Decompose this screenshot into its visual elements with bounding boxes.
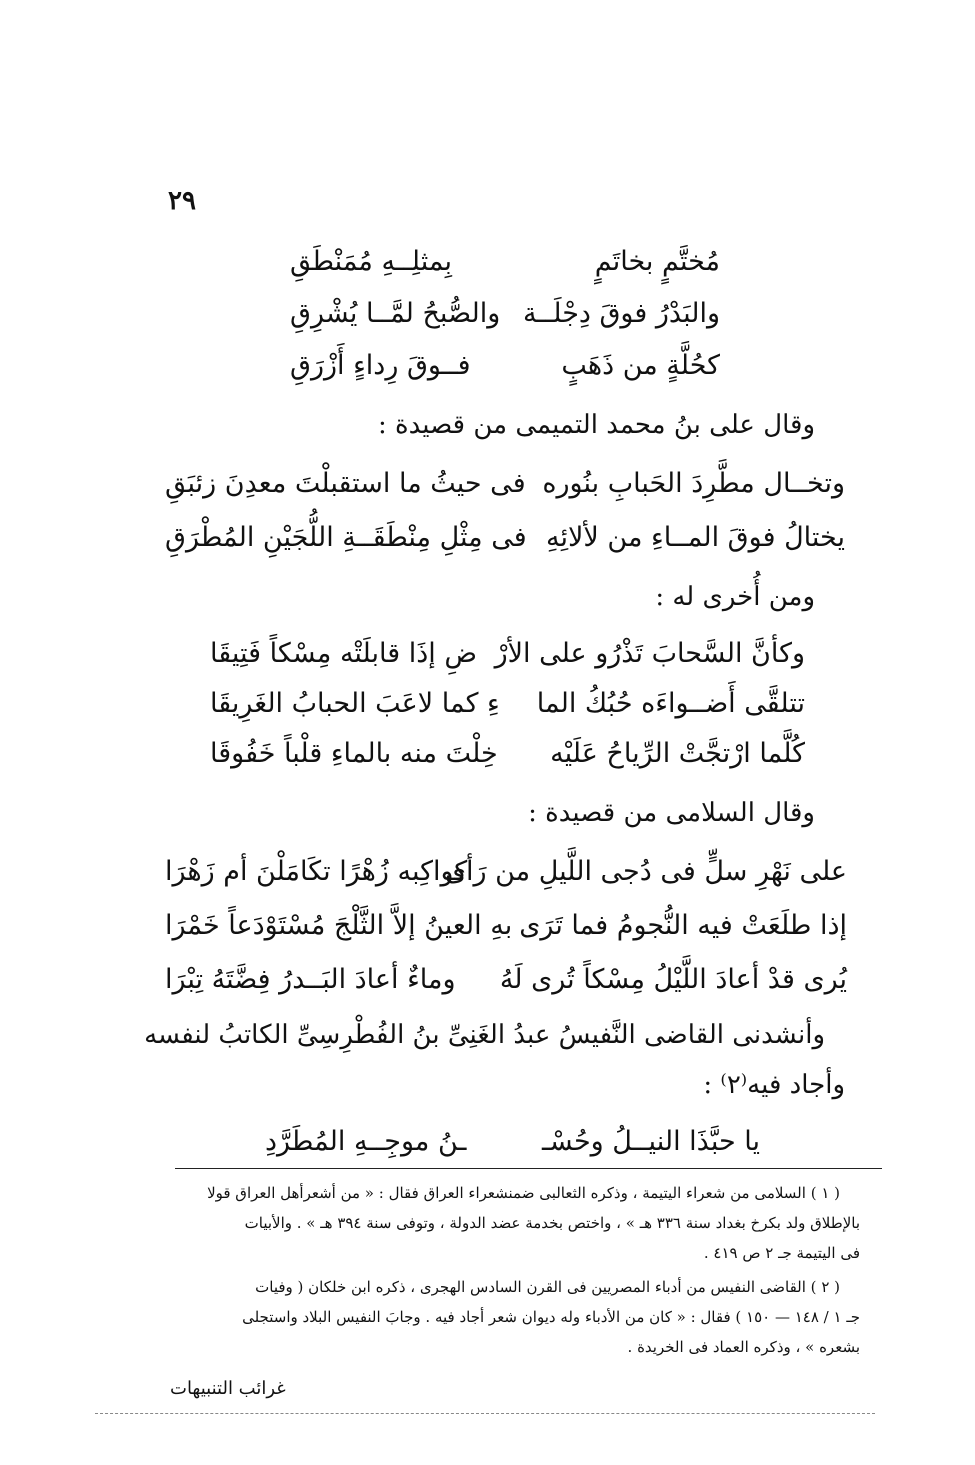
verse-first-hemistich: إذا طلَعَتْ فيه النُّجومُ فما تَرَى bbox=[519, 909, 847, 941]
verse-line bbox=[290, 238, 720, 284]
verse-second-hemistich: وماءٌ أعادَ البَــدرُ فِضَّتَهُ تِبْرَا bbox=[165, 963, 456, 995]
verse-line bbox=[265, 1118, 760, 1164]
verse-second-hemistich: بِمثلِــهِ مُمَنْطَقِ bbox=[290, 245, 452, 277]
footnote-line: ( ٢ ) القاضى النفيس من أدباء المصريين فى القرن السادس الهجرى ، ذكره ابن خلكان ( وفيات bbox=[255, 1278, 840, 1296]
poem-intro: وقال على بنُ محمد التميمى من قصيدة : bbox=[378, 410, 815, 440]
verse-second-hemistich: خِلْتَ منه بالماءِ قلْباً خَفُوقَا bbox=[210, 737, 498, 769]
verse-second-hemistich: ءِ كما لاعَبَ الحبابُ الغَرِيقَا bbox=[210, 687, 500, 719]
footnote-line: ( ١ ) السلامى من شعراء اليتيمة ، وذكره الثعالبى ضمنشعراء العراق فقال : « من أشعرأهل العراق قولا bbox=[207, 1184, 840, 1202]
footnote-line: فى اليتيمة جـ ٢ ص ٤١٩ . bbox=[703, 1244, 860, 1262]
verse-first-hemistich: مُختَّمٍ بخاتَمٍ bbox=[594, 245, 720, 277]
verse-first-hemistich: يُرى قدْ أعادَ اللَّيْلُ مِسْكاً تُرى لَهُ bbox=[499, 963, 847, 995]
verse-line bbox=[165, 956, 847, 1002]
signature-mark: غرائب التنبيهات bbox=[170, 1378, 286, 1399]
verse-second-hemistich: فــوقَ رِداءٍ أَزْرَقِ bbox=[290, 349, 471, 381]
verse-first-hemistich: والبَدْرُ فوقَ دِجْلَــة bbox=[522, 297, 720, 329]
prose-line: وأنشدنى القاضى النَّفيسُ عبدُ الغَنِىِّ بنُ الفُطْرِسِىِّ الكاتبُ لنفسه bbox=[144, 1020, 825, 1050]
verse-line bbox=[165, 848, 847, 894]
verse-line bbox=[210, 730, 805, 776]
verse-line bbox=[290, 290, 720, 336]
verse-line bbox=[165, 902, 847, 948]
verse-line bbox=[210, 680, 805, 726]
verse-first-hemistich: كحُلَّةٍ من ذَهَبٍ bbox=[561, 349, 720, 381]
verse-first-hemistich: تتلقَّى أَضــواءَه حُبُكُ الما bbox=[536, 687, 805, 719]
poem-intro: وقال السلامى من قصيدة : bbox=[528, 798, 815, 828]
footnote-line: بشعره » ، وذكره العماد فى الخريدة . bbox=[627, 1338, 860, 1356]
verse-second-hemistich: ـنُ موجِــهِ المُطَرَّدِ bbox=[265, 1125, 467, 1157]
verse-first-hemistich: وتخــال مطَّرِدَ الحَبابِ بنُوره bbox=[542, 467, 845, 499]
verse-line bbox=[165, 460, 845, 506]
page-bottom-edge bbox=[95, 1413, 875, 1414]
poem-intro: ومن أُخرى له : bbox=[655, 582, 815, 612]
verse-first-hemistich: كُلَّما ارْتجَّتْ الرِّياحُ عَلَيْه bbox=[550, 737, 805, 769]
verse-first-hemistich: يختالُ فوقَ المــاءِ من لألائِهِ bbox=[546, 521, 845, 553]
verse-second-hemistich: كواكِبه زُهْرًا تكَامَلْنَ أم زَهْرَا bbox=[165, 855, 468, 887]
prose-line: وأجاد فيه⁽٢⁾ : bbox=[703, 1070, 845, 1100]
footnote-separator bbox=[175, 1168, 882, 1169]
verse-first-hemistich: وكأنَّ السَّحابَ تَذْرُو على الأرْ bbox=[494, 637, 805, 669]
verse-second-hemistich: والصُّبحُ لمَّــا يُشْرِقِ bbox=[290, 297, 501, 329]
verse-second-hemistich: بهِ العينُ إلاَّ الثَّلْجَ مُسْتَوْدَعاً خَمْرَا bbox=[165, 909, 513, 941]
page-number: ٢٩ bbox=[168, 186, 196, 216]
verse-line bbox=[210, 630, 805, 676]
verse-first-hemistich: يا حبَّذَا النيــلُ وحُسْـ bbox=[541, 1125, 760, 1157]
verse-second-hemistich: فى مِثْلِ مِنْطَقَــةِ اللُّجَيْنِ المُطْرَقِ bbox=[165, 521, 527, 553]
footnote-line: جـ ١ / ١٤٨ — ١٥٠ ) فقال : « كان من الأدباء وله ديوان شعر أجاد فيه . وجابَ النفيس البلاد واستجلى bbox=[242, 1308, 860, 1326]
verse-second-hemistich: ضِ إذَا قابلَتْه مِسْكاً فَتِيقَا bbox=[210, 637, 477, 669]
footnote-line: بالإطلاق ولد بكرخ بغداد سنة ٣٣٦ هـ » ، واختص بخدمة عضد الدولة ، وتوفى سنة ٣٩٤ هـ » . والأبيات bbox=[244, 1214, 860, 1232]
verse-second-hemistich: فى حيثُ ما استقبلْتَ معدِنَ زئبَقِ bbox=[165, 467, 526, 499]
verse-first-hemistich: على نَهْرِ سلٍّ فى دُجى اللَّيلِ من رَأى bbox=[444, 855, 847, 887]
verse-line bbox=[165, 514, 845, 560]
verse-line bbox=[290, 342, 720, 388]
